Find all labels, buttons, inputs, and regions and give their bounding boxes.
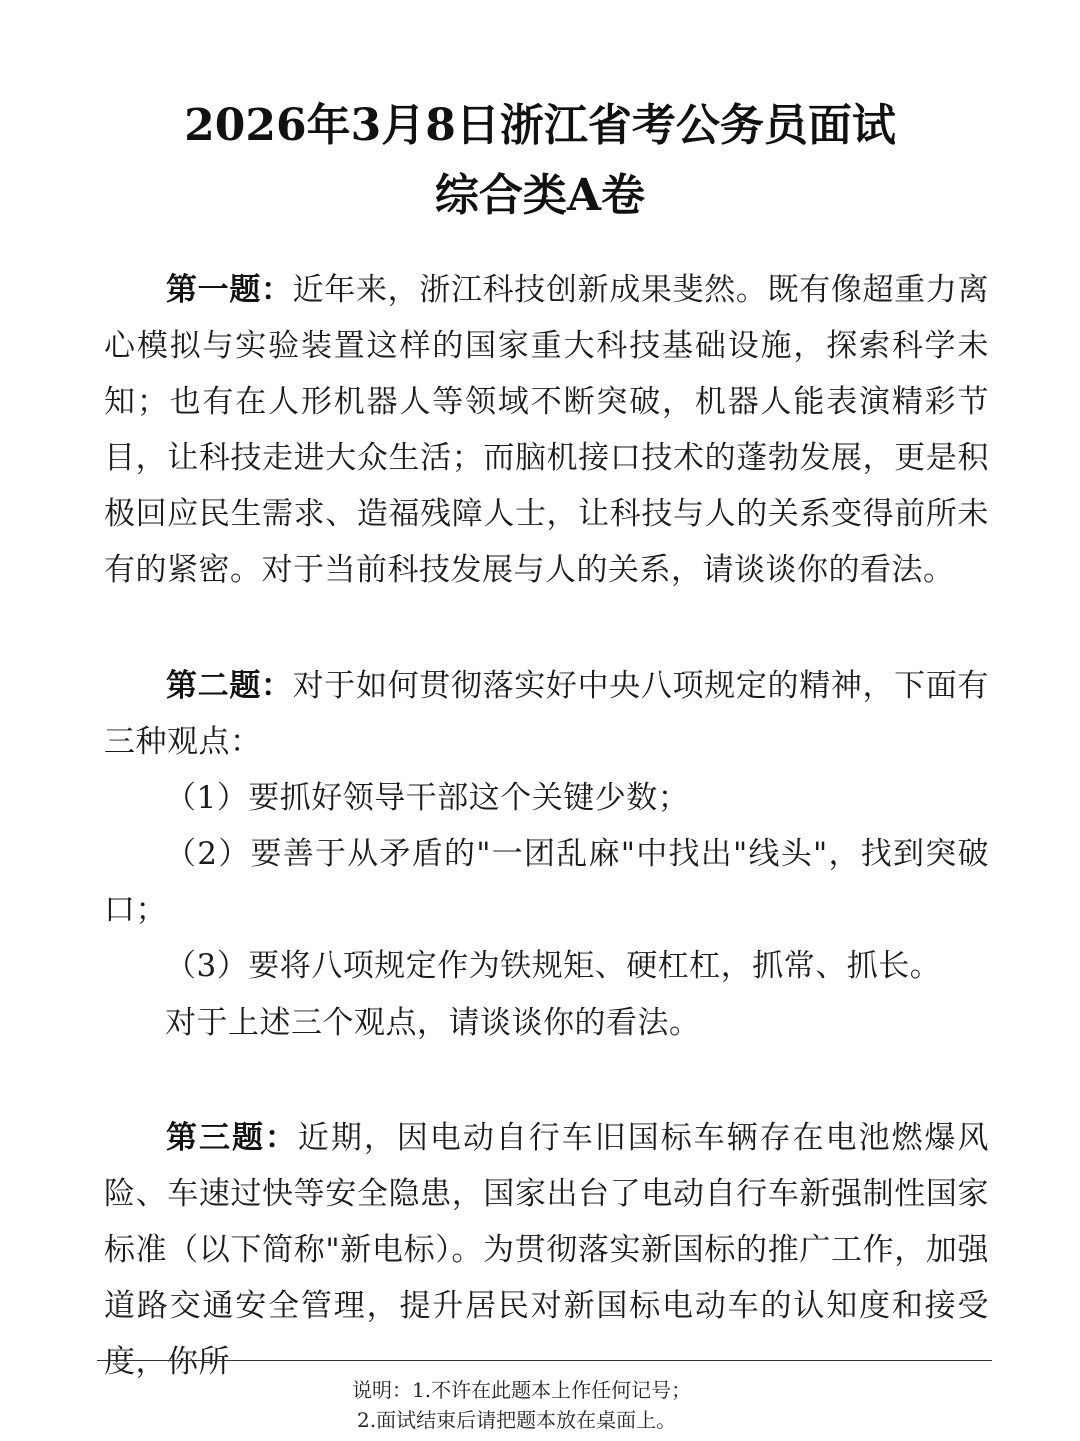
footer-note-1: 说明：1.不许在此题本上作任何记号； <box>352 1378 692 1402</box>
question-2 <box>104 658 989 770</box>
question-1-label: 第一题： <box>166 272 293 308</box>
question-3-label: 第三题： <box>166 1120 298 1156</box>
footer-divider <box>97 1360 992 1361</box>
question-2-label: 第二题： <box>166 668 293 704</box>
question-2-option-3: （3）要将八项规定作为铁规矩、硬杠杠，抓常、抓长。 <box>165 948 942 984</box>
footer-note-2: 2.面试结束后请把题本放在桌面上。 <box>357 1408 677 1432</box>
question-1 <box>104 262 989 598</box>
page-title: 2026年3月8日浙江省考公务员面试 <box>184 100 896 151</box>
question-2-option-2: （2）要善于从矛盾的"一团乱麻"中找出"线头"，找到突破口； <box>104 836 989 928</box>
question-2-closing: 对于上述三个观点，请谈谈你的看法。 <box>165 1005 701 1041</box>
question-3 <box>104 1110 989 1390</box>
question-1-text: 近年来，浙江科技创新成果斐然。既有像超重力离心模拟与实验装置这样的国家重大科技基础设施，探索科学未知；也有在人形机器人等领域不断突破，机器人能表演精彩节目，让科技走进大众生活；而脑机接口技术的蓬勃发展，更是积极回应民生需求、造福残障人士，让科技与人的关系变得前所未有的紧密。对于当前科技发展与人的关系，请谈谈你的看法。 <box>104 272 989 588</box>
question-3-text: 近期，因电动自行车旧国标车辆存在电池燃爆风险、车速过快等安全隐患，国家出台了电动自行车新强制性国家标准（以下简称"新电标）。为贯彻落实新国标的推广工作，加强道路交通安全管理，提升居民对新国标电动车的认知度和接受度，你所 <box>104 1120 990 1380</box>
question-2-text: 对于如何贯彻落实好中央八项规定的精神，下面有三种观点： <box>104 668 989 760</box>
page-subtitle: 综合类A卷 <box>434 170 646 221</box>
question-2-option-1: （1）要抓好领导干部这个关键少数； <box>165 780 690 816</box>
